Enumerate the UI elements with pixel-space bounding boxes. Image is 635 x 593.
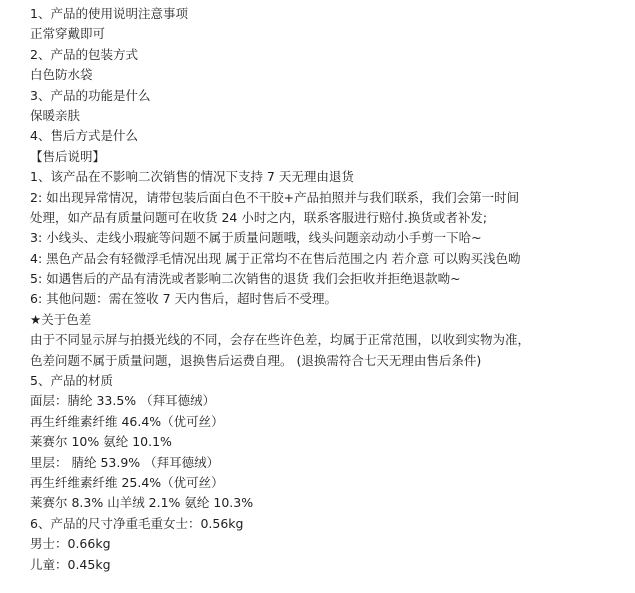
heading-after-sales: 4、售后方式是什么 xyxy=(30,128,138,144)
usage-notes-text: 正常穿戴即可 xyxy=(30,26,106,42)
packaging-text: 白色防水袋 xyxy=(30,67,93,83)
after-sales-item-4: 4: 黑色产品会有轻微浮毛情况出现 属于正常均不在售后范围之内 若介意 可以购买浅色呦 xyxy=(30,250,521,266)
function-text: 保暖亲肤 xyxy=(30,107,81,123)
heading-usage-notes: 1、产品的使用说明注意事项 xyxy=(30,6,188,21)
after-sales-item-1: 1、该产品在不影响二次销售的情况下支持 7 天无理由退货 xyxy=(30,169,354,185)
material-inner-3: 莱赛尔 8.3% 山羊绒 2.1% 氨纶 10.3% xyxy=(30,495,254,511)
after-sales-item-6: 6: 其他问题：需在签收 7 天内售后，超时售后不受理。 xyxy=(30,291,338,307)
after-sales-title: 【售后说明】 xyxy=(30,148,106,164)
weight-men: 男士：0.66kg xyxy=(30,536,111,552)
after-sales-item-2-cont: 处理，如产品有质量问题可在收货 24 小时之内，联系客服进行赔付.换货或者补发; xyxy=(30,209,488,225)
color-difference-text: 由于不同显示屏与拍摄光线的不同，会存在些许色差，均属于正常范围，以收到实物为准， xyxy=(30,332,531,348)
after-sales-item-3: 3: 小线头、走线小瑕疵等问题不属于质量问题哦，线头问题亲动动小手剪一下哈~ xyxy=(30,230,482,246)
heading-size-weight: 6、产品的尺寸净重毛重女士：0.56kg xyxy=(30,515,244,531)
material-outer-2: 再生纤维素纤维 46.4%（优可丝） xyxy=(30,413,224,429)
material-outer-3: 莱赛尔 10% 氨纶 10.1% xyxy=(30,434,172,450)
heading-material: 5、产品的材质 xyxy=(30,373,113,389)
material-outer-1: 面层：腈纶 33.5% （拜耳德绒） xyxy=(30,393,216,409)
after-sales-item-5: 5: 如遇售后的产品有清洗或者影响二次销售的退货 我们会拒收并拒绝退款呦~ xyxy=(30,271,461,287)
heading-packaging: 2、产品的包装方式 xyxy=(30,46,138,62)
heading-function: 3、产品的功能是什么 xyxy=(30,87,151,103)
color-difference-title: ★关于色差 xyxy=(30,311,92,327)
after-sales-item-2: 2: 如出现异常情况，请带包装后面白色不干胶+产品拍照并与我们联系，我们会第一时间 xyxy=(30,189,520,205)
color-difference-text-cont: 色差问题不属于质量问题，退换售后运费自理。 (退换需符合七天无理由售后条件) xyxy=(30,352,482,368)
material-inner-1: 里层： 腈纶 53.9% （拜耳德绒） xyxy=(30,454,220,470)
material-inner-2: 再生纤维素纤维 25.4%（优可丝） xyxy=(30,474,224,490)
weight-children: 儿童：0.45kg xyxy=(30,556,111,572)
